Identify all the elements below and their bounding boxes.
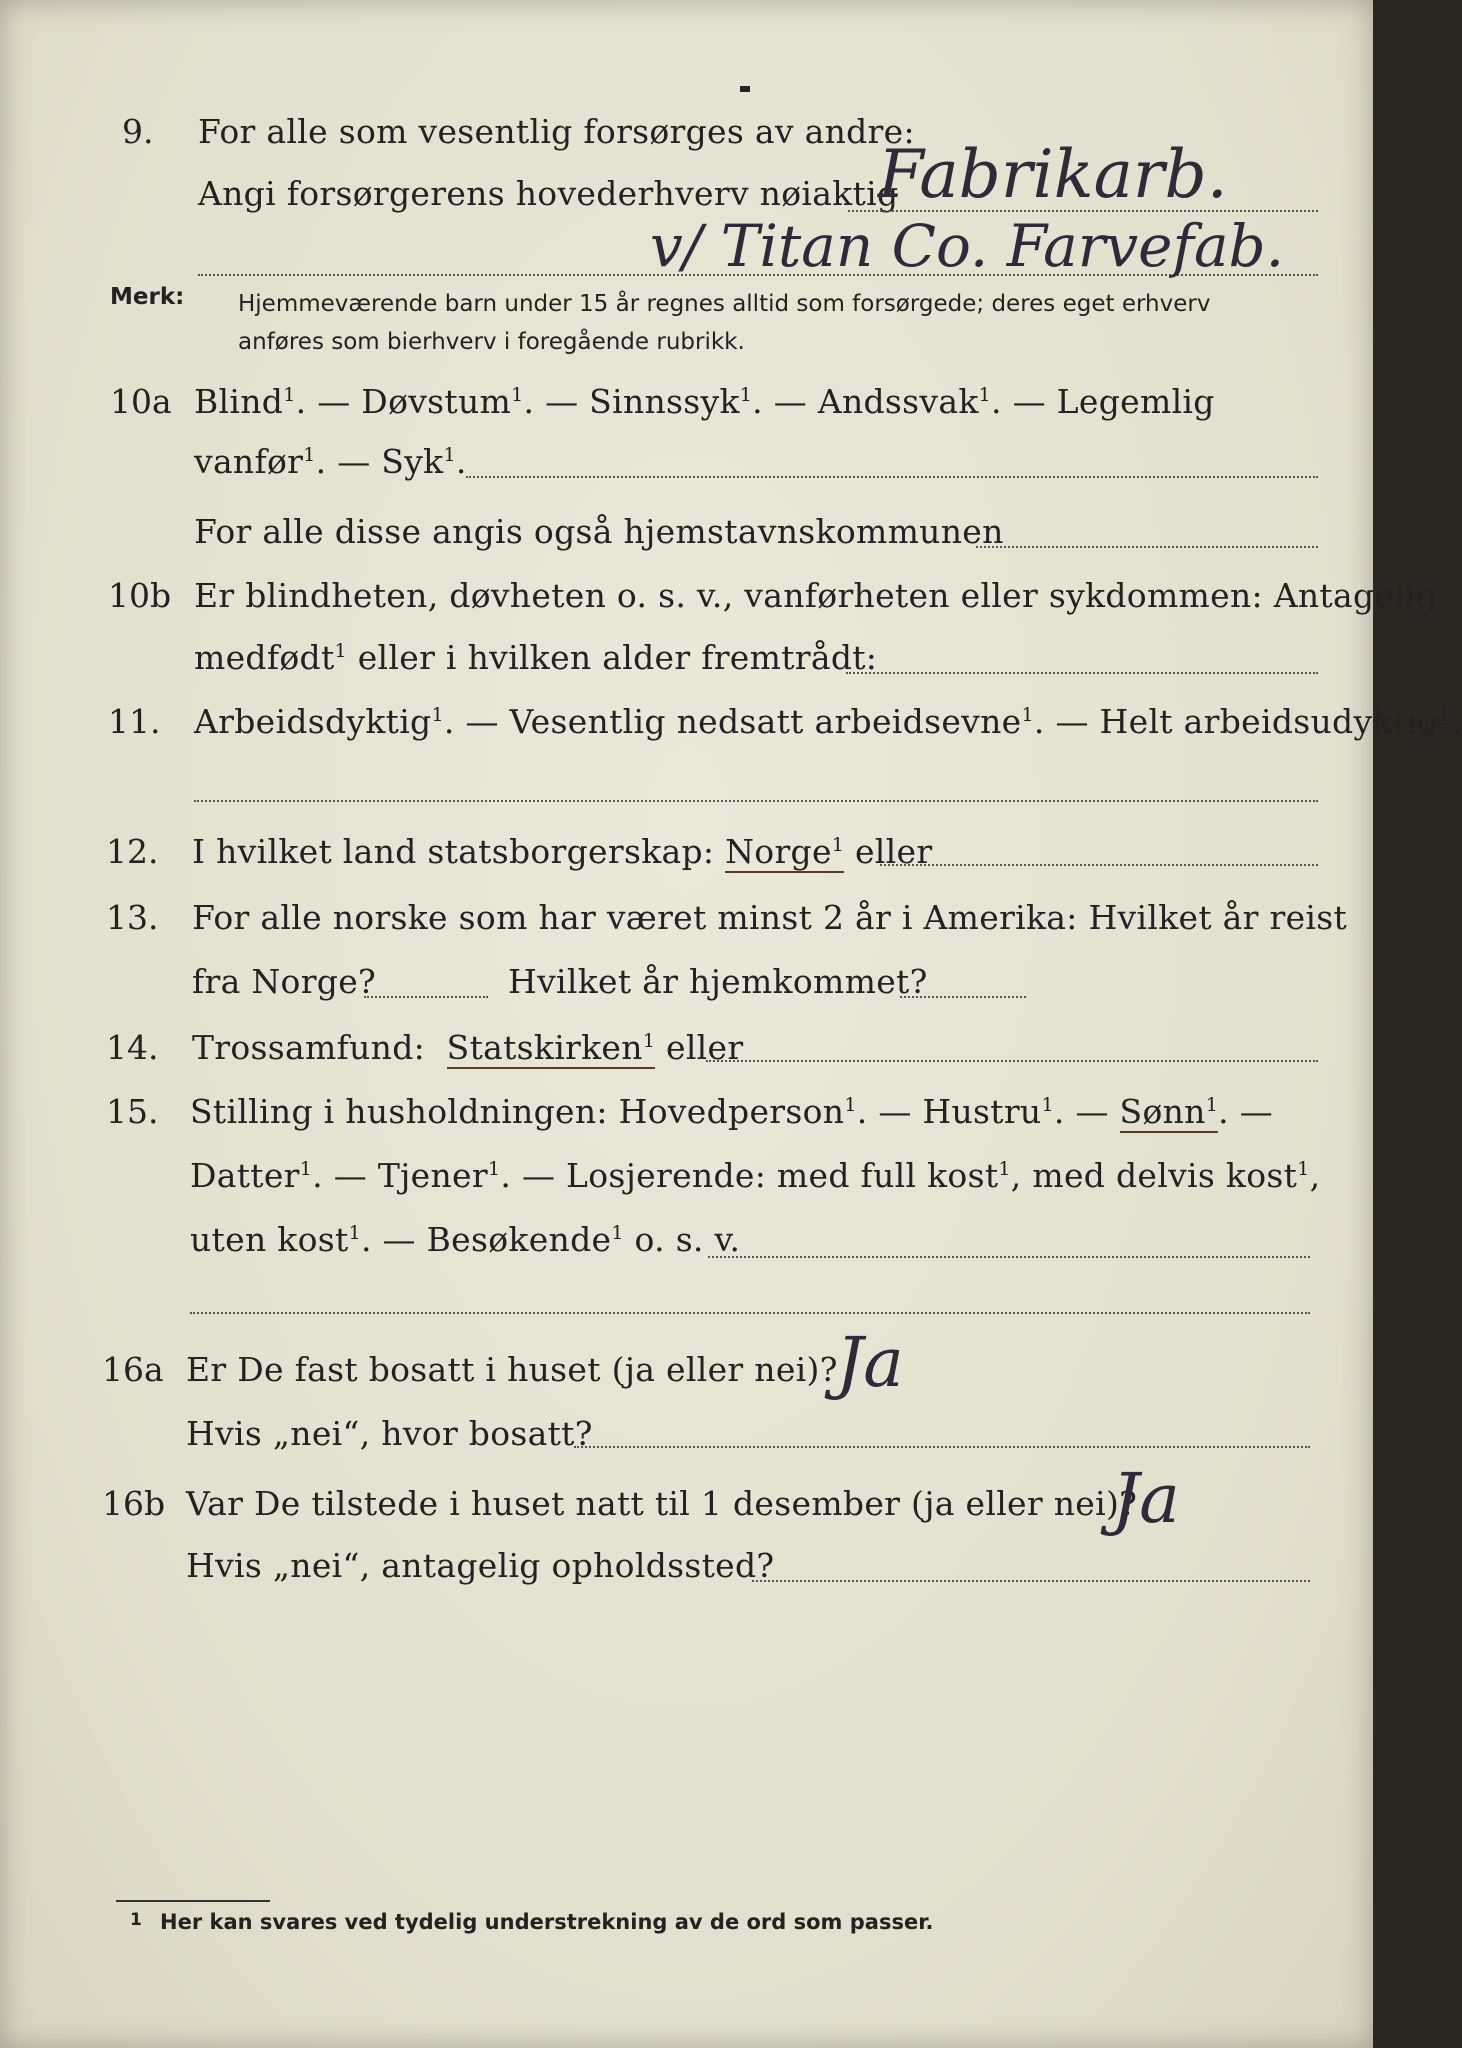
merk-line2: anføres som bierhverv i foregående rubrikk. — [238, 329, 745, 355]
footnote-text: Her kan svares ved tydelig understrekning av de ord som passer. — [160, 1910, 934, 1934]
q12-norge-underlined: Norge$^1$ — [725, 832, 845, 871]
q11-number: 11. — [108, 702, 161, 741]
q16b-line2: Hvis „nei“, antagelig opholdssted? — [186, 1546, 775, 1585]
q9-number: 9. — [122, 112, 154, 151]
q13-dotted-line-1 — [364, 996, 488, 998]
q15-dotted-line-1 — [708, 1256, 1310, 1258]
q16a-handwritten-answer: Ja — [836, 1324, 904, 1403]
q16b-number: 16b — [102, 1484, 166, 1523]
q16a-line2: Hvis „nei“, hvor bosatt? — [186, 1414, 593, 1453]
q16a-line1: Er De fast bosatt i huset (ja eller nei)? — [186, 1350, 838, 1389]
q12-dotted-line — [880, 864, 1318, 866]
q9-handwritten-employer: v/ Titan Co. Farvefab. — [650, 212, 1285, 280]
q10a-line1: Blind$^1$. — Døvstum$^1$. — Sinnssyk$^1$. — Andssvak$^1$. — Legemlig — [194, 382, 1215, 421]
q10a-dotted-line-2 — [976, 546, 1318, 548]
footnote-rule — [116, 1900, 270, 1902]
q14-line: Trossamfund: Statskirken$^1$ eller — [192, 1028, 744, 1067]
q16b-handwritten-answer: Ja — [1112, 1460, 1180, 1539]
q15-line3: uten kost$^1$. — Besøkende$^1$ o. s. v. — [190, 1220, 741, 1259]
ink-dot — [740, 86, 750, 92]
q12-line: I hvilket land statsborgerskap: Norge$^1$ eller — [192, 832, 933, 871]
q16a-number: 16a — [102, 1350, 164, 1389]
q10b-line2: medfødt$^1$ eller i hvilken alder fremtrådt: — [194, 638, 878, 677]
q9-line2: Angi forsørgerens hovederhverv nøiaktig — [198, 174, 899, 213]
q15-number: 15. — [106, 1092, 159, 1131]
q13-dotted-line-2 — [900, 996, 1026, 998]
q12-number: 12. — [106, 832, 159, 871]
q10b-number: 10b — [108, 576, 172, 615]
q10b-dotted-line — [846, 672, 1318, 674]
q11-dotted-line — [194, 800, 1318, 802]
merk-line1: Hjemmeværende barn under 15 år regnes alltid som forsørgede; deres eget erhverv — [238, 291, 1211, 317]
q10a-number: 10a — [110, 382, 172, 421]
q10a-line3: For alle disse angis også hjemstavnskommunen — [194, 512, 1004, 551]
q9-line1: For alle som vesentlig forsørges av andre: — [198, 112, 915, 151]
q14-number: 14. — [106, 1028, 159, 1067]
q14-dotted-line — [706, 1060, 1318, 1062]
q13-line2b: Hvilket år hjemkommet? — [508, 962, 928, 1001]
q16a-dotted-line — [574, 1446, 1310, 1448]
q14-statskirken-underlined: Statskirken$^1$ — [446, 1028, 656, 1067]
q10a-dotted-line-1 — [466, 476, 1318, 478]
q15-line2: Datter$^1$. — Tjener$^1$. — Losjerende: med full kost$^1$, med delvis kost$^1$, — [190, 1156, 1321, 1195]
q13-line2a: fra Norge? — [192, 962, 377, 1001]
q9-handwritten-occupation: Fabrikarb. — [878, 136, 1228, 213]
q16b-line1: Var De tilstede i huset natt til 1 desember (ja eller nei)? — [186, 1484, 1138, 1523]
q15-sonn-underlined: Sønn$^1$ — [1119, 1092, 1219, 1131]
q10b-line1: Er blindheten, døvheten o. s. v., vanførheten eller sykdommen: Antagelig — [194, 576, 1438, 615]
q15-line1: Stilling i husholdningen: Hovedperson$^1$. — Hustru$^1$. — Sønn$^1$. — — [190, 1092, 1273, 1131]
q15-dotted-line-2 — [190, 1312, 1310, 1314]
q13-line1: For alle norske som har været minst 2 år i Amerika: Hvilket år reist — [192, 898, 1348, 937]
footnote-mark: 1 — [130, 1910, 142, 1930]
q16b-dotted-line — [752, 1580, 1310, 1582]
q13-number: 13. — [106, 898, 159, 937]
merk-label: Merk: — [110, 284, 185, 310]
q10a-line2: vanfør$^1$. — Syk$^1$. — [194, 442, 467, 481]
q11-line: Arbeidsdyktig$^1$. — Vesentlig nedsatt arbeidsevne$^1$. — Helt arbeidsudyktig$^1$. — [194, 702, 1462, 741]
